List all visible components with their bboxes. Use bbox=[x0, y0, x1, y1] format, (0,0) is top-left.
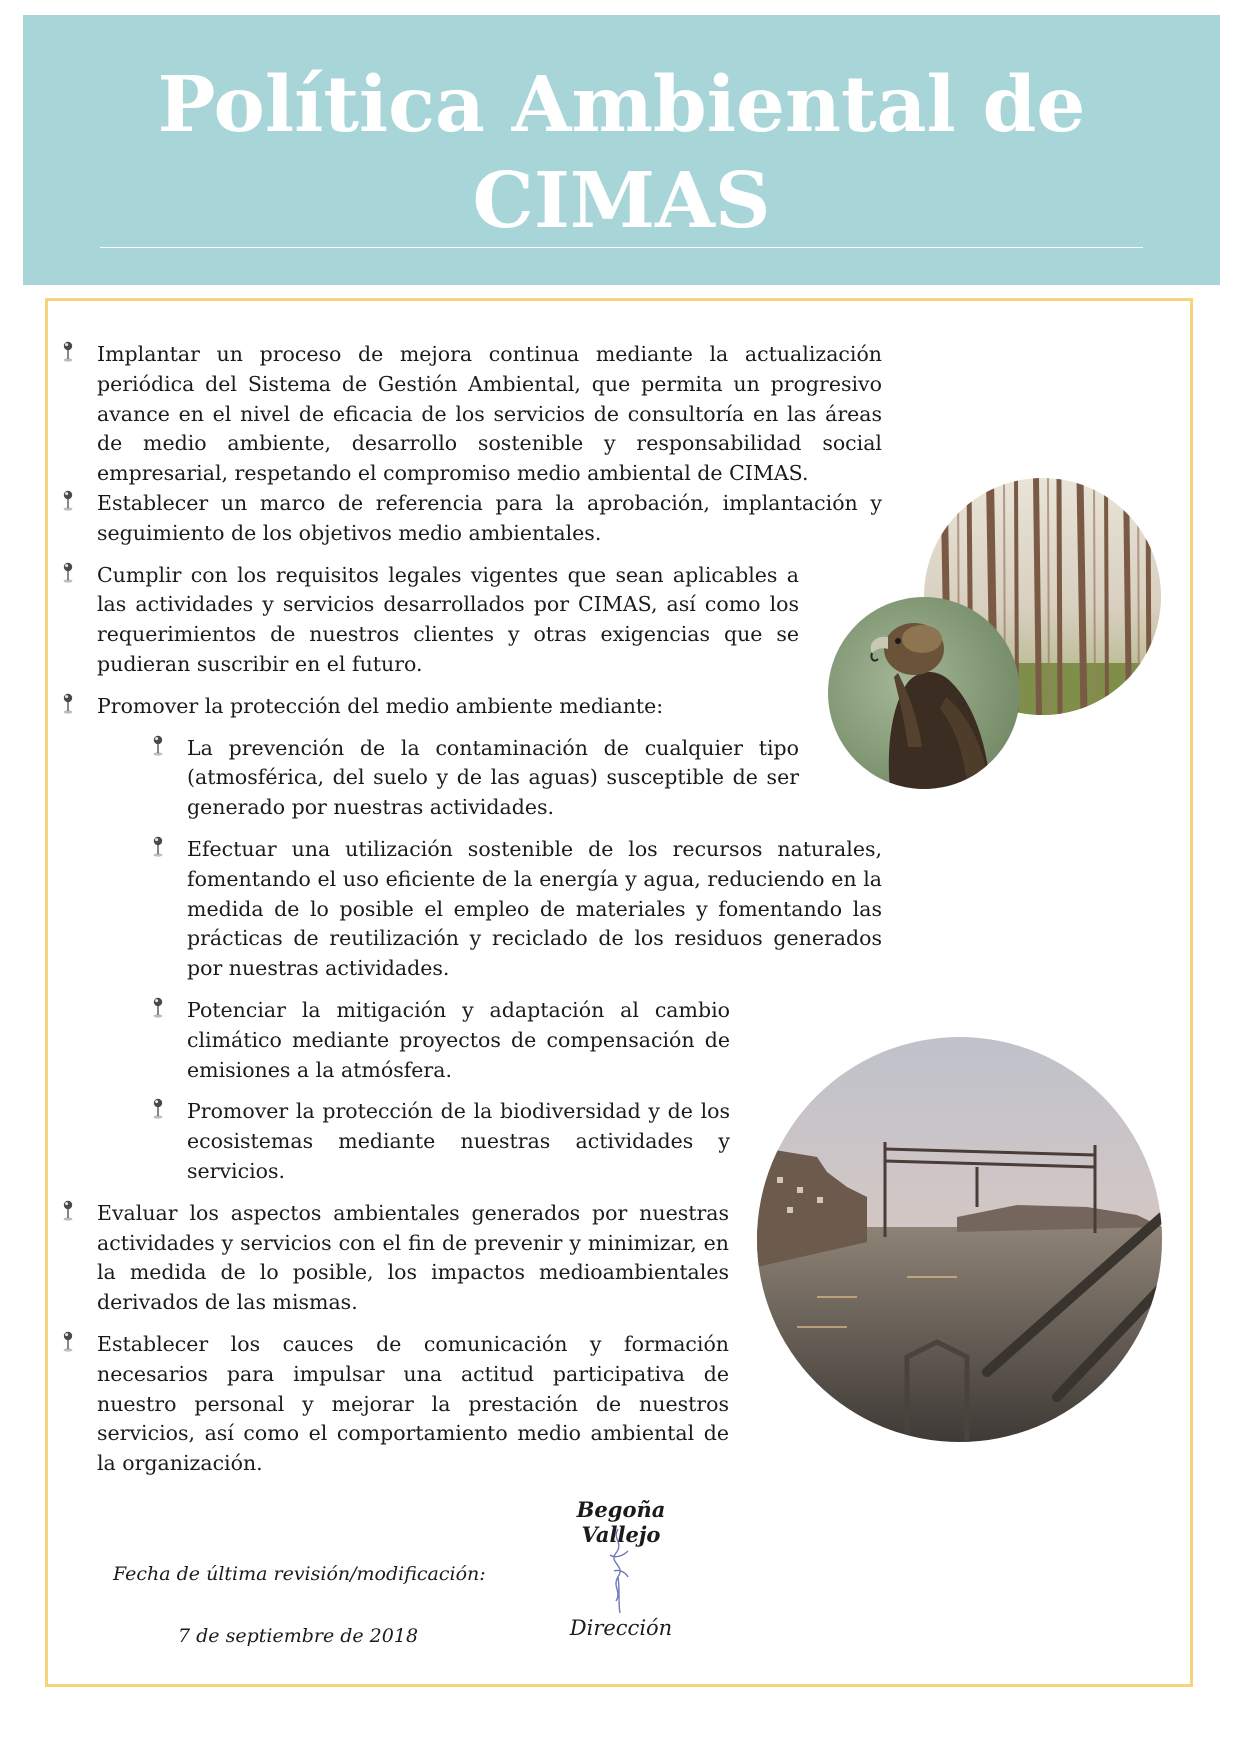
policy-sub-item bbox=[187, 835, 882, 984]
policy-item bbox=[97, 692, 799, 722]
policy-sub-item bbox=[187, 996, 730, 1085]
policy-sub-item bbox=[187, 1097, 730, 1186]
title-divider bbox=[100, 247, 1143, 248]
policy-sub-item-text: Efectuar una utilización sostenible de los recursos naturales, fomentando el uso eficiente de la energía y agua, reduciendo en la medida de lo posible el empleo de materiales y fomentando las prácticas de reutilización y reciclado de los residuos generados por nuestras actividades. bbox=[187, 836, 882, 981]
pushpin-bullet-icon bbox=[151, 734, 165, 756]
title-line-2: CIMAS bbox=[472, 156, 771, 246]
policy-item-text: Evaluar los aspectos ambientales generados por nuestras actividades y servicios con el fin de prevenir y minimizar, en la medida de lo posible, los impactos medioambientales derivados de las mismas. bbox=[97, 1200, 729, 1315]
policy-item bbox=[97, 561, 799, 680]
policy-sub-item-text: La prevención de la contaminación de cualquier tipo (atmosférica, del suelo y de las aguas) susceptible de ser generado por nuestras actividades. bbox=[187, 735, 799, 820]
policy-item-text: Cumplir con los requisitos legales vigentes que sean aplicables a las actividades y servicios desarrollados por CIMAS, así como los requerimientos de nuestros clientes y otras exigencias que se pudieran suscribir en el futuro. bbox=[97, 562, 799, 676]
signer-name: Begoña Vallejo bbox=[576, 1497, 666, 1547]
pushpin-bullet-icon bbox=[61, 489, 75, 511]
policy-sub-item-text: Potenciar la mitigación y adaptación al cambio climático mediante proyectos de compensación de emisiones a la atmósfera. bbox=[187, 997, 730, 1082]
policy-item bbox=[97, 340, 882, 489]
pushpin-bullet-icon bbox=[61, 692, 75, 714]
pushpin-bullet-icon bbox=[151, 1097, 165, 1119]
title-line-1: Política Ambiental de bbox=[157, 60, 1086, 150]
policy-sub-item-text: Promover la protección de la biodiversidad y de los ecosistemas mediante nuestras actividades y servicios. bbox=[187, 1099, 730, 1183]
policy-item bbox=[97, 1199, 729, 1318]
handwritten-signature bbox=[598, 1525, 638, 1615]
title-banner bbox=[23, 15, 1220, 285]
signer-role: Dirección bbox=[569, 1616, 673, 1640]
pushpin-bullet-icon bbox=[61, 1330, 75, 1352]
pushpin-bullet-icon bbox=[151, 835, 165, 857]
pushpin-bullet-icon bbox=[61, 1199, 75, 1221]
policy-item-text: Establecer los cauces de comunicación y formación necesarios para impulsar una actitud participativa de nuestro personal y mejorar la prestación de nuestros servicios, así como el comportamiento medio ambiental de la organización. bbox=[97, 1331, 729, 1476]
policy-item bbox=[97, 489, 882, 549]
policy-item bbox=[97, 1330, 729, 1479]
policy-content bbox=[97, 340, 882, 1479]
policy-sub-item bbox=[187, 734, 799, 823]
pushpin-bullet-icon bbox=[61, 561, 75, 583]
pushpin-bullet-icon bbox=[61, 340, 75, 362]
revision-label: Fecha de última revisión/modificación: bbox=[113, 1563, 486, 1585]
policy-item-text: Establecer un marco de referencia para la aprobación, implantación y seguimiento de los objetivos medio ambientales. bbox=[97, 490, 882, 545]
pushpin-bullet-icon bbox=[151, 996, 165, 1018]
policy-item-text: Promover la protección del medio ambiente mediante: bbox=[97, 693, 664, 718]
policy-item-text: Implantar un proceso de mejora continua mediante la actualización periódica del Sistema de Gestión Ambiental, que permita un progresivo avance en el nivel de eficacia de los servicios de consultoría en las áreas de medio ambiente, desarrollo sostenible y responsabilidad social empresarial, respetando el compromiso medio ambiental de CIMAS. bbox=[97, 342, 882, 486]
page-title bbox=[23, 57, 1220, 249]
revision-date: 7 de septiembre de 2018 bbox=[178, 1625, 419, 1647]
